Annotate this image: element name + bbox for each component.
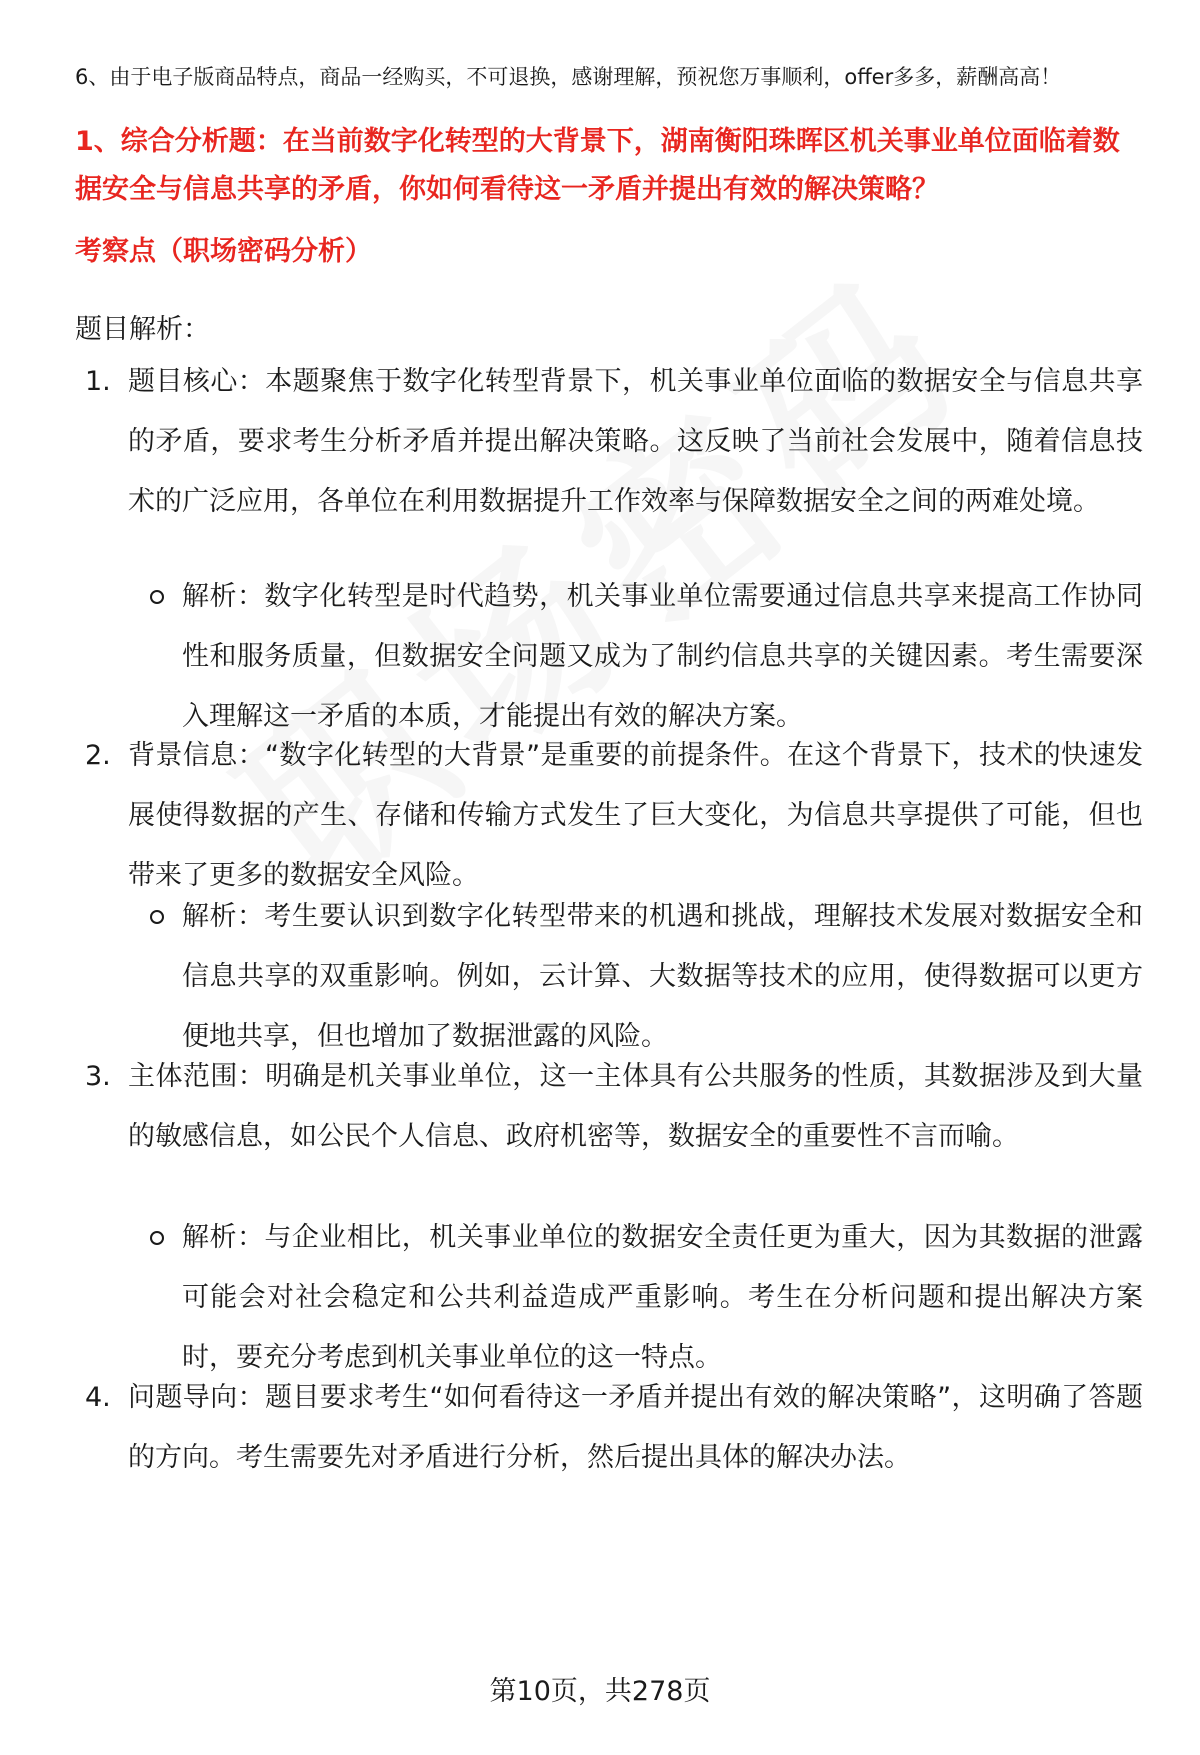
list-subitem-text: 解析：数字化转型是时代趋势，机关事业单位需要通过信息共享来提高工作协同性和服务质量，但数据安全问题又成为了制约信息共享的关键因素。考生需要深入理解这一矛盾的本质，才能提出有效的解决方案。 [182, 581, 1143, 732]
list-subitem-text: 解析：考生要认识到数字化转型带来的机遇和挑战，理解技术发展对数据安全和信息共享的双重影响。例如，云计算、大数据等技术的应用，使得数据可以更方便地共享，但也增加了数据泄露的风险。 [182, 901, 1143, 1052]
list-item-number: 4. [85, 1382, 111, 1413]
exam-point-heading: 考察点（职场密码分析） [75, 236, 372, 267]
list-item-text: 题目核心：本题聚焦于数字化转型背景下，机关事业单位面临的数据安全与信息共享的矛盾，要求考生分析矛盾并提出解决策略。这反映了当前社会发展中，随着信息技术的广泛应用，各单位在利用数据提升工作效率与保障数据安全之间的两难处境。 [128, 366, 1143, 517]
list-item-number: 1. [85, 366, 111, 397]
list-subitem-text: 解析：与企业相比，机关事业单位的数据安全责任更为重大，因为其数据的泄露可能会对社会稳定和公共利益造成严重影响。考生在分析问题和提出解决方案时，要充分考虑到机关事业单位的这一特点。 [182, 1222, 1143, 1373]
analysis-heading: 题目解析： [75, 314, 210, 345]
question-title: 1、综合分析题：在当前数字化转型的大背景下，湖南衡阳珠晖区机关事业单位面临着数据安全与信息共享的矛盾，你如何看待这一矛盾并提出有效的解决策略？ [75, 126, 1120, 205]
list-item-text: 背景信息：“数字化转型的大背景”是重要的前提条件。在这个背景下，技术的快速发展使得数据的产生、存储和传输方式发生了巨大变化，为信息共享提供了可能，但也带来了更多的数据安全风险。 [128, 740, 1143, 891]
page-number-footer: 第10页，共278页 [489, 1676, 711, 1707]
list-item-number: 2. [85, 740, 111, 771]
list-item-text: 主体范围：明确是机关事业单位，这一主体具有公共服务的性质，其数据涉及到大量的敏感信息，如公民个人信息、政府机密等，数据安全的重要性不言而喻。 [128, 1061, 1143, 1152]
list-item-number: 3. [85, 1061, 111, 1092]
list-item-text: 问题导向：题目要求考生“如何看待这一矛盾并提出有效的解决策略”，这明确了答题的方向。考生需要先对矛盾进行分析，然后提出具体的解决办法。 [128, 1382, 1143, 1473]
circle-bullet-icon [150, 910, 164, 924]
circle-bullet-icon [150, 1231, 164, 1245]
circle-bullet-icon [150, 590, 164, 604]
purchase-notice: 6、由于电子版商品特点，商品一经购买，不可退换，感谢理解，预祝您万事顺利，offer多多，薪酬高高！ [75, 65, 1062, 89]
